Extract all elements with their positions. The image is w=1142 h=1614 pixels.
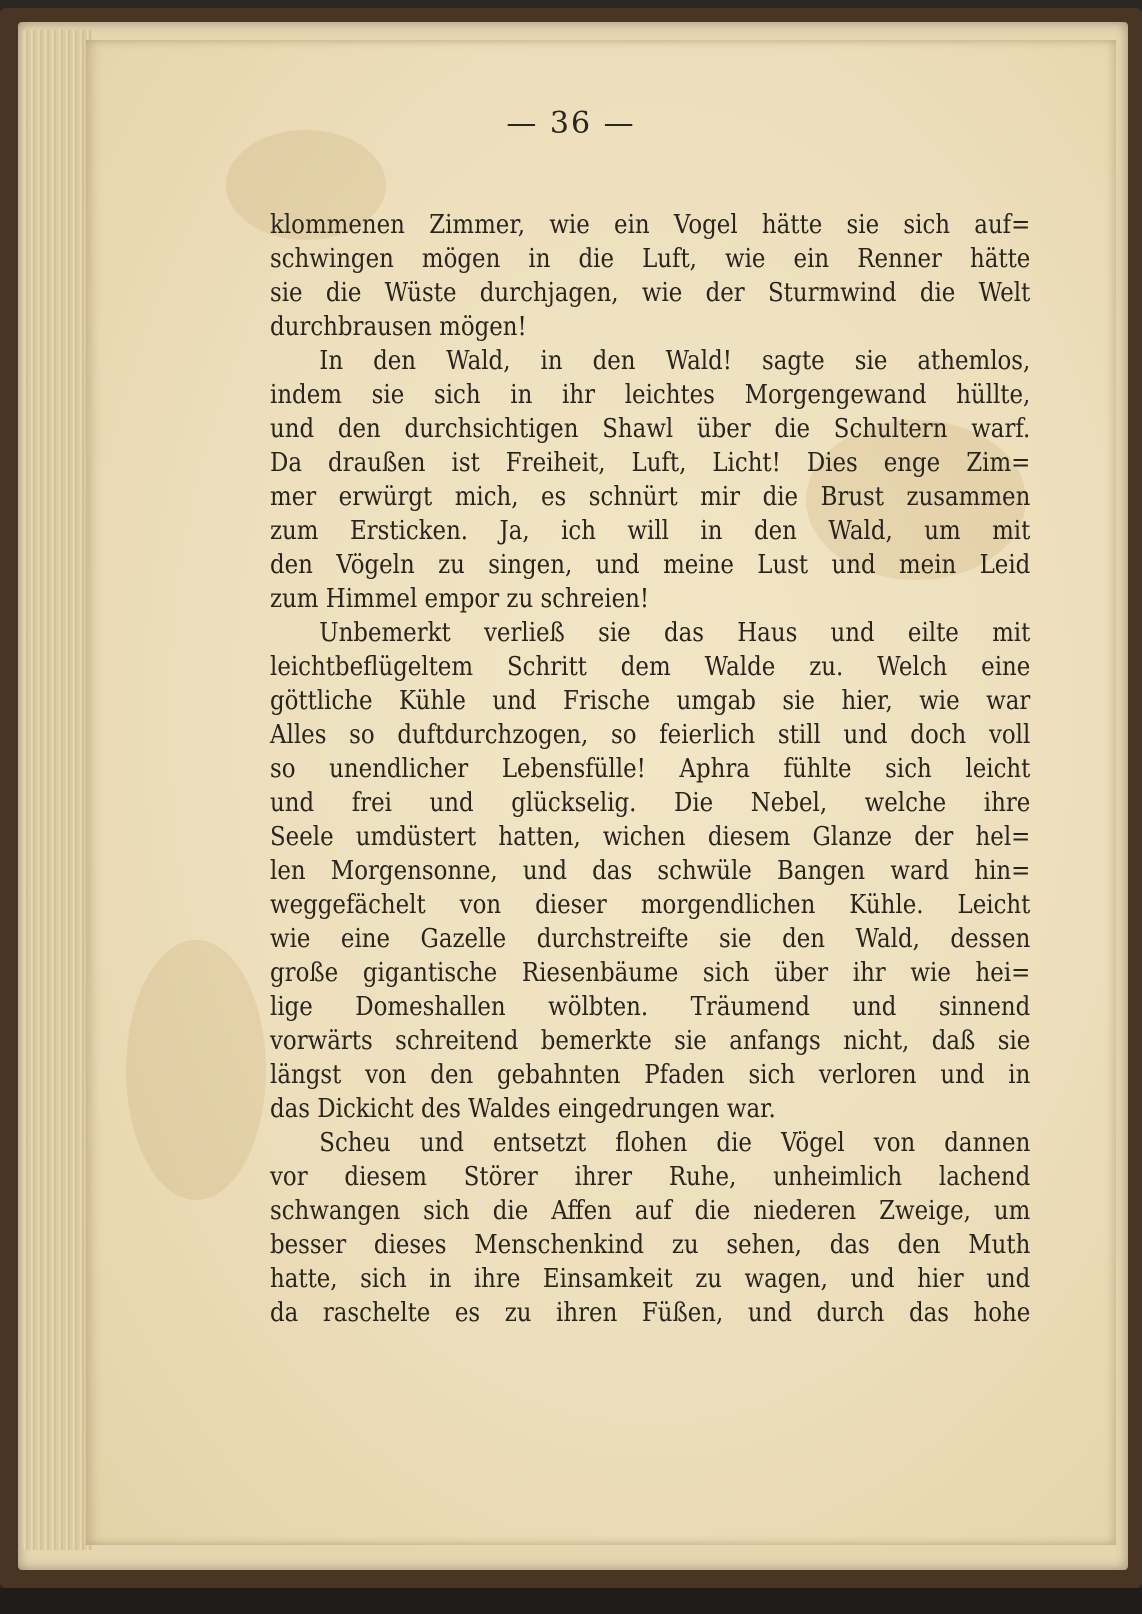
text-line: und frei und glückselig. Die Nebel, welche ihre	[270, 788, 1031, 818]
text-line: indem sie sich in ihr leichtes Morgengewand hüllte,	[270, 380, 1031, 410]
text-line: Unbemerkt verließ sie das Haus und eilte mit	[319, 618, 1031, 648]
text-line: Da draußen ist Freiheit, Luft, Licht! Dies enge Zim=	[270, 448, 1031, 478]
text-line: len Morgensonne, und das schwüle Bangen ward hin=	[270, 856, 1031, 886]
text-line: längst von den gebahnten Pfaden sich verloren und in	[270, 1060, 1031, 1090]
text-line: Seele umdüstert hatten, wichen diesem Glanze der hel=	[270, 822, 1031, 852]
text-line: lige Domeshallen wölbten. Träumend und sinnend	[270, 992, 1031, 1022]
text-line: Alles so duftdurchzogen, so feierlich still und doch voll	[270, 720, 1031, 750]
text-line: zum Himmel empor zu schreien!	[270, 584, 650, 614]
text-line: vor diesem Störer ihrer Ruhe, unheimlich lachend	[270, 1162, 1031, 1192]
text-line: vorwärts schreitend bemerkte sie anfangs nicht, daß sie	[270, 1026, 1031, 1056]
text-line: klommenen Zimmer, wie ein Vogel hätte sie sich auf=	[270, 210, 1031, 240]
body-text	[270, 208, 1030, 1330]
text-line: besser dieses Menschenkind zu sehen, das den Muth	[270, 1230, 1031, 1260]
text-line: zum Ersticken. Ja, ich will in den Wald, um mit	[270, 516, 1031, 546]
text-line: da raschelte es zu ihren Füßen, und durch das hohe	[270, 1298, 1031, 1328]
text-line: wie eine Gazelle durchstreifte sie den Wald, dessen	[270, 924, 1031, 954]
text-line: sie die Wüste durchjagen, wie der Sturmwind die Welt	[270, 278, 1031, 308]
text-line: durchbrausen mögen!	[270, 312, 527, 342]
page-number: — 36 —	[506, 106, 636, 141]
text-line: göttliche Kühle und Frische umgab sie hier, wie war	[270, 686, 1031, 716]
text-line: weggefächelt von dieser morgendlichen Kühle. Leicht	[270, 890, 1031, 920]
text-line: mer erwürgt mich, es schnürt mir die Brust zusammen	[270, 482, 1031, 512]
text-line: so unendlicher Lebensfülle! Aphra fühlte sich leicht	[270, 754, 1031, 784]
text-line: schwingen mögen in die Luft, wie ein Renner hätte	[270, 244, 1031, 274]
background-surface	[0, 1588, 1142, 1614]
text-line: Scheu und entsetzt flohen die Vögel von dannen	[319, 1128, 1031, 1158]
page-edges	[22, 30, 92, 1550]
text-line: das Dickicht des Waldes eingedrungen war.	[270, 1094, 776, 1124]
text-line: große gigantische Riesenbäume sich über ihr wie hei=	[270, 958, 1031, 988]
text-line: leichtbeflügeltem Schritt dem Walde zu. Welch eine	[270, 652, 1031, 682]
text-line: hatte, sich in ihre Einsamkeit zu wagen, und hier und	[270, 1264, 1031, 1294]
text-line: In den Wald, in den Wald! sagte sie athemlos,	[319, 346, 1031, 376]
paper-stain	[126, 940, 266, 1200]
text-line: den Vögeln zu singen, und meine Lust und mein Leid	[270, 550, 1031, 580]
text-line: und den durchsichtigen Shawl über die Schultern warf.	[270, 414, 1031, 444]
text-line: schwangen sich die Affen auf die niederen Zweige, um	[270, 1196, 1031, 1226]
